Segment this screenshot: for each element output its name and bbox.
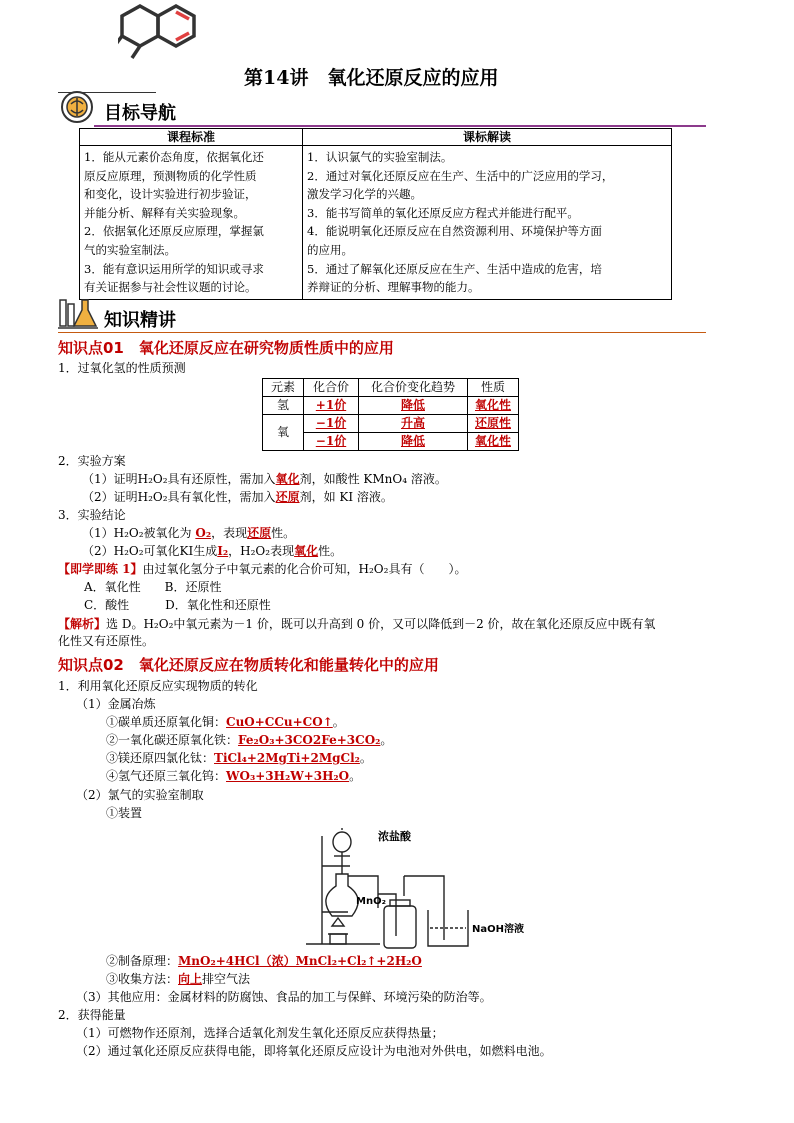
cell-property: [468, 415, 519, 433]
interpretation-line: 3．能书写简单的氧化还原反应方程式并能进行配平。: [307, 205, 579, 220]
property-table: [262, 378, 519, 451]
text: （2）证明H₂O₂具有氧化性，需加入: [82, 490, 276, 504]
kp2-m3: [106, 750, 372, 767]
chlorine-apparatus-diagram: [300, 826, 550, 952]
text: 性。: [318, 544, 343, 558]
analysis-line-2: 化性又有还原性。: [58, 634, 155, 648]
practice-tag: 【即学即练 1】: [58, 562, 143, 576]
kp2-e1: （1）可燃物作还原剂，选择合适氧化剂发生氧化还原反应获得热量；: [76, 1026, 444, 1040]
th-property: 性质: [468, 379, 519, 397]
cell-trend: [359, 415, 468, 433]
cell-trend: [359, 397, 468, 415]
cell-property: [468, 397, 519, 415]
standard-cell: [80, 146, 303, 300]
kp2-m2: [106, 732, 392, 749]
answer: 氧化性: [474, 434, 511, 448]
text: 。: [380, 733, 393, 747]
text: ，表现: [211, 526, 248, 540]
answer: CuO+CCu+CO↑: [226, 715, 333, 729]
kp1-s3a: [82, 525, 295, 542]
answer: 氧化: [275, 472, 300, 486]
kp1-s3: 3．实验结论: [58, 508, 126, 522]
mno2-label: MnO₂: [356, 896, 386, 907]
molecule-logo: [118, 0, 198, 62]
goal-divider: [94, 125, 706, 127]
text: 。: [349, 769, 362, 783]
analysis-tag: 【解析】: [58, 617, 107, 631]
text: ④氢气还原三氧化钨：: [106, 769, 227, 783]
th-trend: 化合价变化趋势: [359, 379, 468, 397]
answer: +1价: [315, 398, 347, 412]
cell-valence: [304, 415, 359, 433]
text: 。: [359, 751, 372, 765]
text: 选 D。H₂O₂中氧元素为－1 价，既可以升高到 0 价，又可以降低到－2 价，故在氧化还原反应中既有氧: [106, 617, 656, 631]
cell-property: [468, 433, 519, 451]
kp2-e: 2．获得能量: [58, 1008, 126, 1022]
standard-line: 原反应原理，预测物质的化学性质: [84, 168, 257, 183]
text: ，H₂O₂表现: [228, 544, 295, 558]
text: ③收集方法：: [106, 972, 179, 986]
text: （1）H₂O₂被氧化为: [82, 526, 196, 540]
answer: 氧化性: [474, 398, 511, 412]
brain-icon: [60, 90, 94, 124]
standard-line: 2．依据氧化还原反应原理，掌握氯: [84, 224, 264, 239]
text: （1）证明H₂O₂具有还原性，需加入: [82, 472, 276, 486]
answer: 还原: [247, 526, 272, 540]
interpretation-line: 5．通过了解氧化还原反应在生产、生活中造成的危害，培: [307, 261, 602, 276]
answer: Fe₂O₃+3CO2Fe+3CO₂: [238, 733, 381, 747]
col-header-interpretation: 课标解读: [303, 129, 672, 146]
kp2-m1: [106, 714, 345, 731]
cell-valence: [304, 433, 359, 451]
text: ②制备原理：: [106, 954, 179, 968]
answer: −1价: [315, 434, 347, 448]
goal-divider-short: [58, 92, 156, 93]
cell-element: 氢: [263, 397, 304, 415]
text: 剂，如 KI 溶液。: [299, 490, 393, 504]
interpretation-line: 的应用。: [307, 242, 353, 257]
col-header-standard: 课程标准: [80, 129, 303, 146]
kp1-s2a: [82, 471, 447, 488]
kp2-o: （3）其他应用：金属材料的防腐蚀、食品的加工与保鲜、环境污染的防治等。: [76, 990, 492, 1004]
kp2-m4: [106, 768, 361, 785]
interpretation-line: 4．能说明氧化还原反应在自然资源利用、环境保护等方面: [307, 224, 602, 239]
goal-section-title: 目标导航: [104, 103, 176, 124]
practice-question: [58, 561, 466, 578]
flask-icon: [58, 296, 98, 332]
th-element: 元素: [263, 379, 304, 397]
standard-line: 并能分析、解释有关实验现象。: [84, 205, 245, 220]
cell-trend: [359, 433, 468, 451]
answer: MnO₂+4HCl（浓）MnCl₂+Cl₂↑+2H₂O: [178, 954, 422, 968]
option-line: A．氧化性 B．还原性: [84, 580, 222, 594]
knowledge-section-title: 知识精讲: [104, 310, 176, 331]
interpretation-line: 1．认识氯气的实验室制法。: [307, 150, 453, 164]
interpretation-cell: [303, 146, 672, 300]
kp2-c1: ①装置: [106, 806, 143, 820]
answer: 还原: [275, 490, 300, 504]
interpretation-line: 2．通过对氧化还原反应在生产、生活中的广泛应用的学习，: [307, 168, 614, 183]
kp2-s1: 1．利用氧化还原反应实现物质的转化: [58, 679, 258, 693]
kp1-s1: 1．过氧化氢的性质预测: [58, 361, 186, 375]
cell-valence: [304, 397, 359, 415]
kp1-s2b: [82, 489, 393, 506]
kp2-title: 知识点02 氧化还原反应在物质转化和能量转化中的应用: [58, 656, 439, 674]
page-title: 第14讲 氧化还原反应的应用: [244, 67, 499, 89]
text: ①碳单质还原氧化铜：: [106, 715, 227, 729]
answer: −1价: [315, 416, 347, 430]
answer: 氧化: [294, 544, 319, 558]
kp2-c3: [106, 971, 250, 988]
interpretation-line: 养辩证的分析、理解事物的能力。: [307, 280, 480, 295]
knowledge-divider: [58, 332, 706, 333]
kp2-e2: （2）通过氧化还原反应获得电能，即将氧化还原反应设计为电池对外供电，如燃料电池。: [76, 1044, 552, 1058]
text: 由过氧化氢分子中氧元素的化合价可知，H₂O₂具有（ ）。: [142, 562, 467, 576]
th-valence: 化合价: [304, 379, 359, 397]
interpretation-line: 激发学习化学的兴趣。: [307, 187, 422, 202]
answer: 向上: [178, 972, 203, 986]
kp2-m: （1）金属冶炼: [76, 697, 156, 711]
kp1-s3b: [82, 543, 342, 560]
kp1-title: 知识点01 氧化还原反应在研究物质性质中的应用: [58, 339, 394, 357]
naoh-label: NaOH溶液: [472, 924, 524, 935]
answer: 还原性: [474, 416, 511, 430]
standard-line: 有关证据参与社会性议题的讨论。: [84, 280, 257, 295]
kp2-c2: [106, 953, 422, 970]
standard-line: 1．能从元素价态角度，依据氧化还: [84, 150, 264, 164]
answer: WO₃+3H₂W+3H₂O: [226, 769, 350, 783]
kp1-s2: 2．实验方案: [58, 454, 126, 468]
acid-label: 浓盐酸: [378, 830, 411, 843]
standard-line: 和变化，设计实验进行初步验证，: [84, 187, 257, 202]
analysis-line-1: [58, 616, 656, 633]
text: （2）H₂O₂可氧化KI生成: [82, 544, 218, 558]
answer: I₂: [217, 544, 229, 558]
text: 。: [332, 715, 345, 729]
answer: 升高: [400, 416, 425, 430]
text: ③镁还原四氯化钛：: [106, 751, 215, 765]
text: 排空气法: [202, 972, 251, 986]
text: ②一氧化碳还原氧化铁：: [106, 733, 239, 747]
standard-line: 气的实验室制法。: [84, 242, 176, 257]
text: 性。: [271, 526, 296, 540]
goal-table: [79, 128, 672, 300]
answer: TiCl₄+2MgTi+2MgCl₂: [214, 751, 360, 765]
answer: 降低: [400, 398, 425, 412]
standard-line: 3．能有意识运用所学的知识或寻求: [84, 261, 264, 276]
cell-element: 氧: [263, 415, 304, 451]
option-line: C．酸性 D．氧化性和还原性: [84, 598, 271, 612]
text: 剂，如酸性 KMnO₄ 溶液。: [299, 472, 447, 486]
answer: O₂: [195, 526, 212, 540]
answer: 降低: [400, 434, 425, 448]
kp2-c: （2）氯气的实验室制取: [76, 788, 204, 802]
